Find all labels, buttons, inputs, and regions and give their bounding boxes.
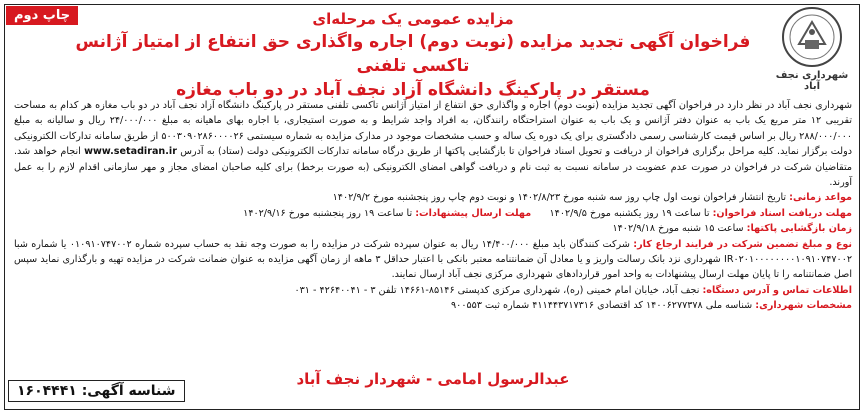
- contact-label: اطلاعات تماس و آدرس دستگاه:: [702, 284, 852, 296]
- mayor-signature: عبدالرسول امامی - شهردار نجف آباد: [296, 370, 570, 388]
- id-text: شناسه ملی ۱۴۰۰۶۲۷۷۳۷۸ کد اقتصادی ۴۱۱۴۴۳۷۱۷۳۱۶ شماره ثبت ۹۰۰۵۵۳: [451, 300, 753, 312]
- ad-number-value: ۱۶۰۴۴۴۱: [17, 383, 77, 399]
- intro-tail: انجام خواهد شد. متقاضیان شرکت در فراخوان در صورت عدم عضویت در سامانه نسبت به ثبت نام و دریافت گواهی امضای الکترونیکی (به صورت برخط) برای کلیه صاحبان امضای مجاز و مهر سازمانی اقدام لازم را به عمل آورند.: [14, 146, 852, 189]
- intro-paragraph: [14, 98, 852, 190]
- schedule-text: تاریخ انتشار فراخوان نوبت اول چاپ روز سه شنبه مورخ ۱۴۰۲/۸/۲۳ و نوبت دوم چاپ روز پنجشنبه مورخ ۱۴۰۲/۹/۲: [332, 192, 787, 204]
- schedule-row: [14, 190, 852, 205]
- headline-line-1: مزایده عمومی یک مرحله‌ای: [312, 10, 514, 28]
- contact-row: [14, 283, 852, 298]
- headline: [70, 8, 756, 102]
- deadlines-row: [14, 206, 852, 221]
- logo-caption: شهرداری نجف آباد: [775, 70, 849, 92]
- ad-number-box: [8, 380, 185, 402]
- opening-text: ساعت ۱۵ شنبه مورخ ۱۴۰۲/۹/۱۸: [612, 223, 744, 235]
- second-print-badge: چاپ دوم: [6, 6, 78, 25]
- doc-deadline-label: مهلت دریافت اسناد فراخوان:: [712, 207, 852, 219]
- bid-deadline-text: تا ساعت ۱۹ روز پنجشنبه مورخ ۱۴۰۲/۹/۱۶: [243, 207, 413, 219]
- id-row: [14, 298, 852, 313]
- municipality-logo: [766, 6, 858, 96]
- headline-line-3: مستقر در پارکینگ دانشگاه آزاد نجف آباد در دو باب مغازه: [176, 80, 650, 100]
- emblem-icon: [781, 6, 843, 68]
- guarantee-row: [14, 237, 852, 283]
- guarantee-text: شرکت کنندگان باید مبلغ ۱۴/۴۰۰/۰۰۰ ریال به عنوان سپرده شرکت در مزایده را به صورت وجه نقد به حساب سپرده شماره ۰۱۰۹۱۰۷۴۷۰۰۲ یا شماره شبا IR۰۲۰۱۰۰۰۰۰۰۰۰۱۰۹۱۰۷۴۷۰۰۲ شهرداری نزد بانک رسالت واریز و یا معادل آن ضمانتنامه معتبر بانکی با اعتبار حداقل ۳ ماهه از زمان آگهی مزایده به عنوان ضمانت شرکت در مزایده تهیه و بارگذاری نماید سپس اصل ضمانتنامه را تا پایان مهلت ارسال پیشنهادات به واحد امور قراردادهای شهرداری مرکزی نجف آباد ارسال نمایند.: [14, 238, 852, 281]
- id-label: مشخصات شهرداری:: [755, 300, 852, 312]
- ad-body: [14, 98, 852, 314]
- schedule-label: مواعد زمانی:: [789, 192, 852, 204]
- bid-deadline-label: مهلت ارسال پیشنهادات:: [415, 207, 532, 219]
- setad-url: www.setadiran.ir: [84, 146, 177, 158]
- headline-line-2: فراخوان آگهی تجدید مزایده (نوبت دوم) اجاره واگذاری حق انتفاع از امتیاز آژانس تاکسی تلفنی: [75, 32, 751, 76]
- doc-deadline-text: تا ساعت ۱۹ روز یکشنبه مورخ ۱۴۰۲/۹/۵: [549, 207, 710, 219]
- opening-row: [14, 221, 852, 236]
- opening-label: زمان بازگشایی پاکتها:: [746, 223, 852, 235]
- ad-number-label: شناسه آگهی:: [81, 383, 176, 399]
- guarantee-label: نوع و مبلغ تضمین شرکت در فرایند ارجاع کار:: [633, 238, 853, 250]
- contact-text: نجف آباد، خیابان امام خمینی (ره)، شهرداری مرکزی کدپستی ۸۵۱۴۶-۱۴۶۶۱ تلفن ۳ - ۴۲۶۴۰۰۴۱ - ۰۳۱: [294, 284, 700, 296]
- intro-text: شهرداری نجف آباد در نظر دارد در فراخوان آگهی تجدید مزایده (نوبت دوم) اجاره و واگذاری حق انتفاع از امتیاز آژانس تاکسی تلفنی مستقر در پارکینگ دانشگاه آزاد نجف آباد در دو باب مغازه هر کدام به مساحت تقریبی ۱۲ متر مربع یک باب به عنوان دفتر آژانس و یک باب به عنوان استراحتگاه رانندگان، به افراد واجد شرایط و به صورت استیجاری، با اجاره بهای ماهیانه به مبلغ ۲۴/۰۰۰/۰۰۰ ریال و سالیانه به مبلغ ۲۸۸/۰۰۰/۰۰۰ ریال بر اساس قیمت کارشناسی رسمی دادگستری برای یک دوره یک ساله و حسب مشخصات موجود در مدارک مزایده به شماره سیستمی ۵۰۰۳۰۹۰۲۸۶۰۰۰۰۲۶ از طریق سامانه تدارکات الکترونیکی دولت برگزار نماید. کلیه مراحل برگزاری فراخوان از دریافت و تحویل اسناد فراخوان تا بازگشایی پاکتها از طریق درگاه سامانه تدارکات الکترونیکی دولت (ستاد) به آدرس: [14, 100, 853, 158]
